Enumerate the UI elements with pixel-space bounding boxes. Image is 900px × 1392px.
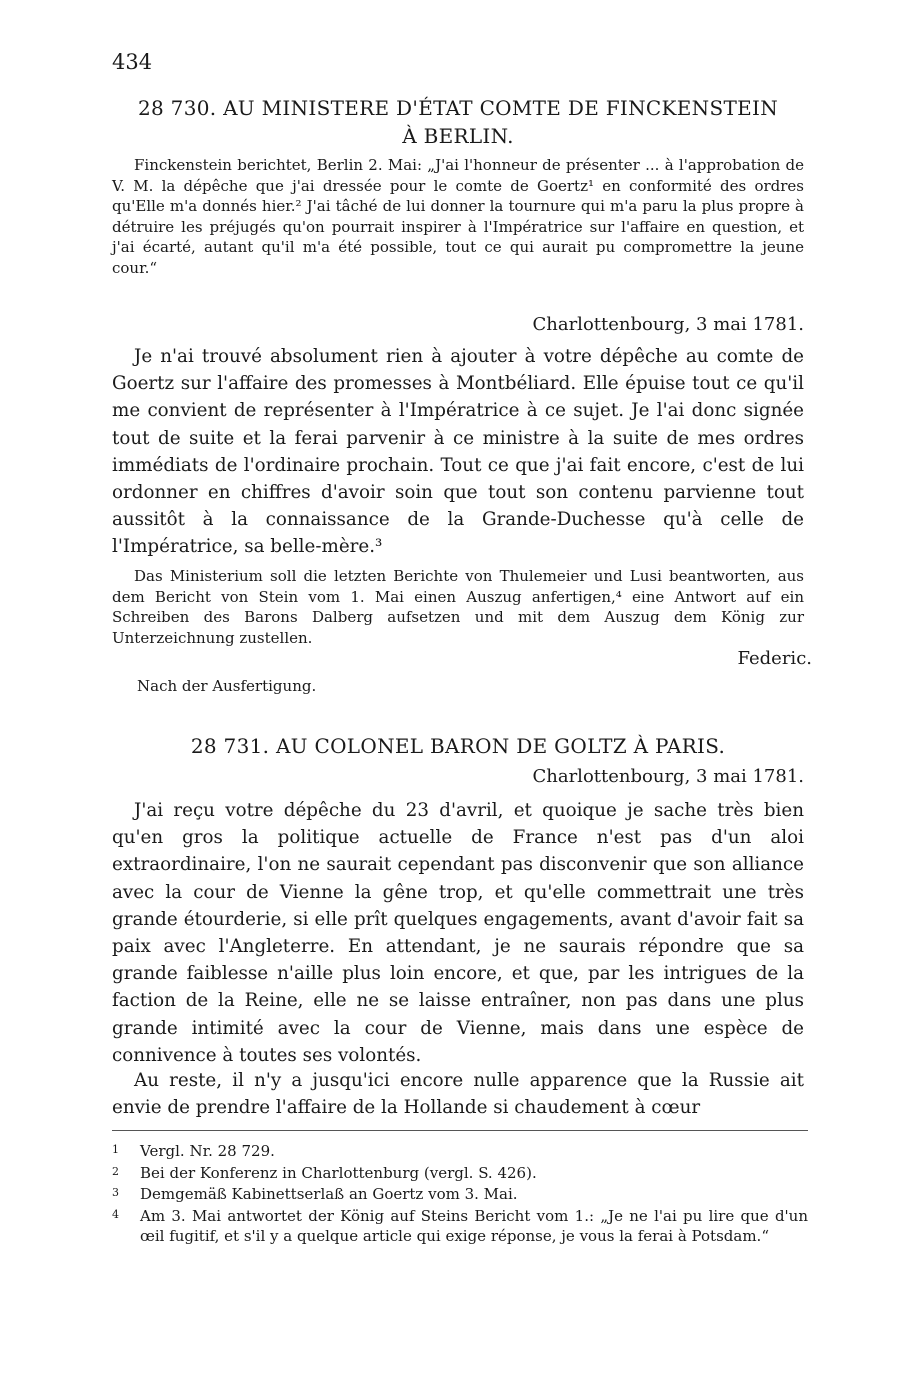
- letter1-instruction: Das Ministerium soll die letzten Berichte von Thulemeier und Lusi beantworten, aus dem Bericht von Stein vom 1. Mai einen Auszug anfertigen,⁴ eine Antwort auf ein Schreiben des Barons Dalberg aufsetzen und mit dem Auszug dem König zur Unterzeichnung zustellen.: [112, 567, 804, 647]
- footnote-mark: 4: [112, 1207, 119, 1221]
- footnotes: [112, 1140, 808, 1247]
- footnote-text: Am 3. Mai antwortet der König auf Steins Bericht vom 1.: „Je ne l'ai pu lire que d'un œil fugitif, et s'il y a quelque article qui exige réponse, je vous la ferai à Potsdam.“: [140, 1206, 808, 1245]
- letter1-heading-line1: 28 730. AU MINISTERE D'ÉTAT COMTE DE FINCKENSTEIN: [137, 96, 779, 120]
- letter1-dateline: Charlottenbourg, 3 mai 1781.: [532, 314, 804, 335]
- footnote-3: [112, 1183, 808, 1205]
- letter1-heading: [118, 94, 798, 150]
- letter1-body: Je n'ai trouvé absolument rien à ajouter à votre dépêche au comte de Goertz sur l'affaire des promesses à Montbéliard. Elle épuise tout ce qu'il me convient de représenter à l'Impératrice à ce sujet. Je l'ai donc signée tout de suite et la ferai parvenir à ce ministre à la suite de mes ordres immédiats de l'ordinaire prochain. Tout ce que j'ai fait encore, c'est de lui ordonner en chiffres d'avoir soin que tout son contenu parvienne tout aussitôt à la connaissance de la Grande-Duchesse qu'à celle de l'Impératrice, sa belle-mère.³: [112, 346, 804, 558]
- footnote-mark: 2: [112, 1164, 119, 1178]
- footnote-separator: [112, 1130, 808, 1131]
- letter1-summary: Finckenstein berichtet, Berlin 2. Mai: „J'ai l'honneur de présenter ... à l'approbation de V. M. la dépêche que j'ai dressée pour le comte de Goertz¹ en conformité des ordres qu'Elle m'a donnés hier.² J'ai tâché de lui donner la tournure qui m'a paru la plus propre à détruire les préjugés qu'on pourrait inspirer à l'Impératrice sur l'affaire en question, et j'ai écarté, autant qu'il m'a été possible, tout ce qui aurait pu compromettre la jeune cour.“: [112, 156, 804, 277]
- letter1-signature: Federic.: [737, 648, 812, 669]
- page-number: 434: [112, 50, 153, 74]
- footnote-4: [112, 1205, 808, 1247]
- footnote-mark: 1: [112, 1143, 119, 1156]
- letter2-heading: 28 731. AU COLONEL BARON DE GOLTZ À PARIS.: [190, 734, 726, 758]
- letter1-source-note: Nach der Ausfertigung.: [137, 677, 317, 695]
- letter2-dateline: Charlottenbourg, 3 mai 1781.: [532, 766, 804, 787]
- footnote-mark: 3: [112, 1186, 119, 1199]
- footnote-text: Vergl. Nr. 28 729.: [140, 1142, 275, 1160]
- footnote-2: [112, 1162, 808, 1184]
- letter2-paragraph-1: J'ai reçu votre dépêche du 23 d'avril, et quoique je sache très bien qu'en gros la politique actuelle de France n'est pas d'un aloi extraordinaire, l'on ne saurait cependant pas disconvenir que son alliance avec la cour de Vienne la gêne trop, et qu'elle commettrait une très grande étourderie, si elle prît quelques engagements, avant d'avoir fait sa paix avec l'Angleterre. En attendant, je ne saurais répondre que sa grande faiblesse n'aille plus loin encore, et que, par les intrigues de la faction de la Reine, elle ne se laisse entraîner, non pas dans une plus grande intimité avec la cour de Vienne, mais dans une espèce de connivence à toutes ses volontés.: [112, 800, 804, 1066]
- footnote-text: Demgemäß Kabinettserlaß an Goertz vom 3. Mai.: [140, 1185, 518, 1203]
- letter2-paragraph-2: Au reste, il n'y a jusqu'ici encore nulle apparence que la Russie ait envie de prendre l'affaire de la Hollande si chaudement à cœur: [112, 1070, 804, 1119]
- footnote-text: Bei der Konferenz in Charlottenburg (vergl. S. 426).: [140, 1163, 537, 1182]
- letter1-heading-line2: À BERLIN.: [402, 124, 514, 148]
- footnote-1: [112, 1140, 808, 1162]
